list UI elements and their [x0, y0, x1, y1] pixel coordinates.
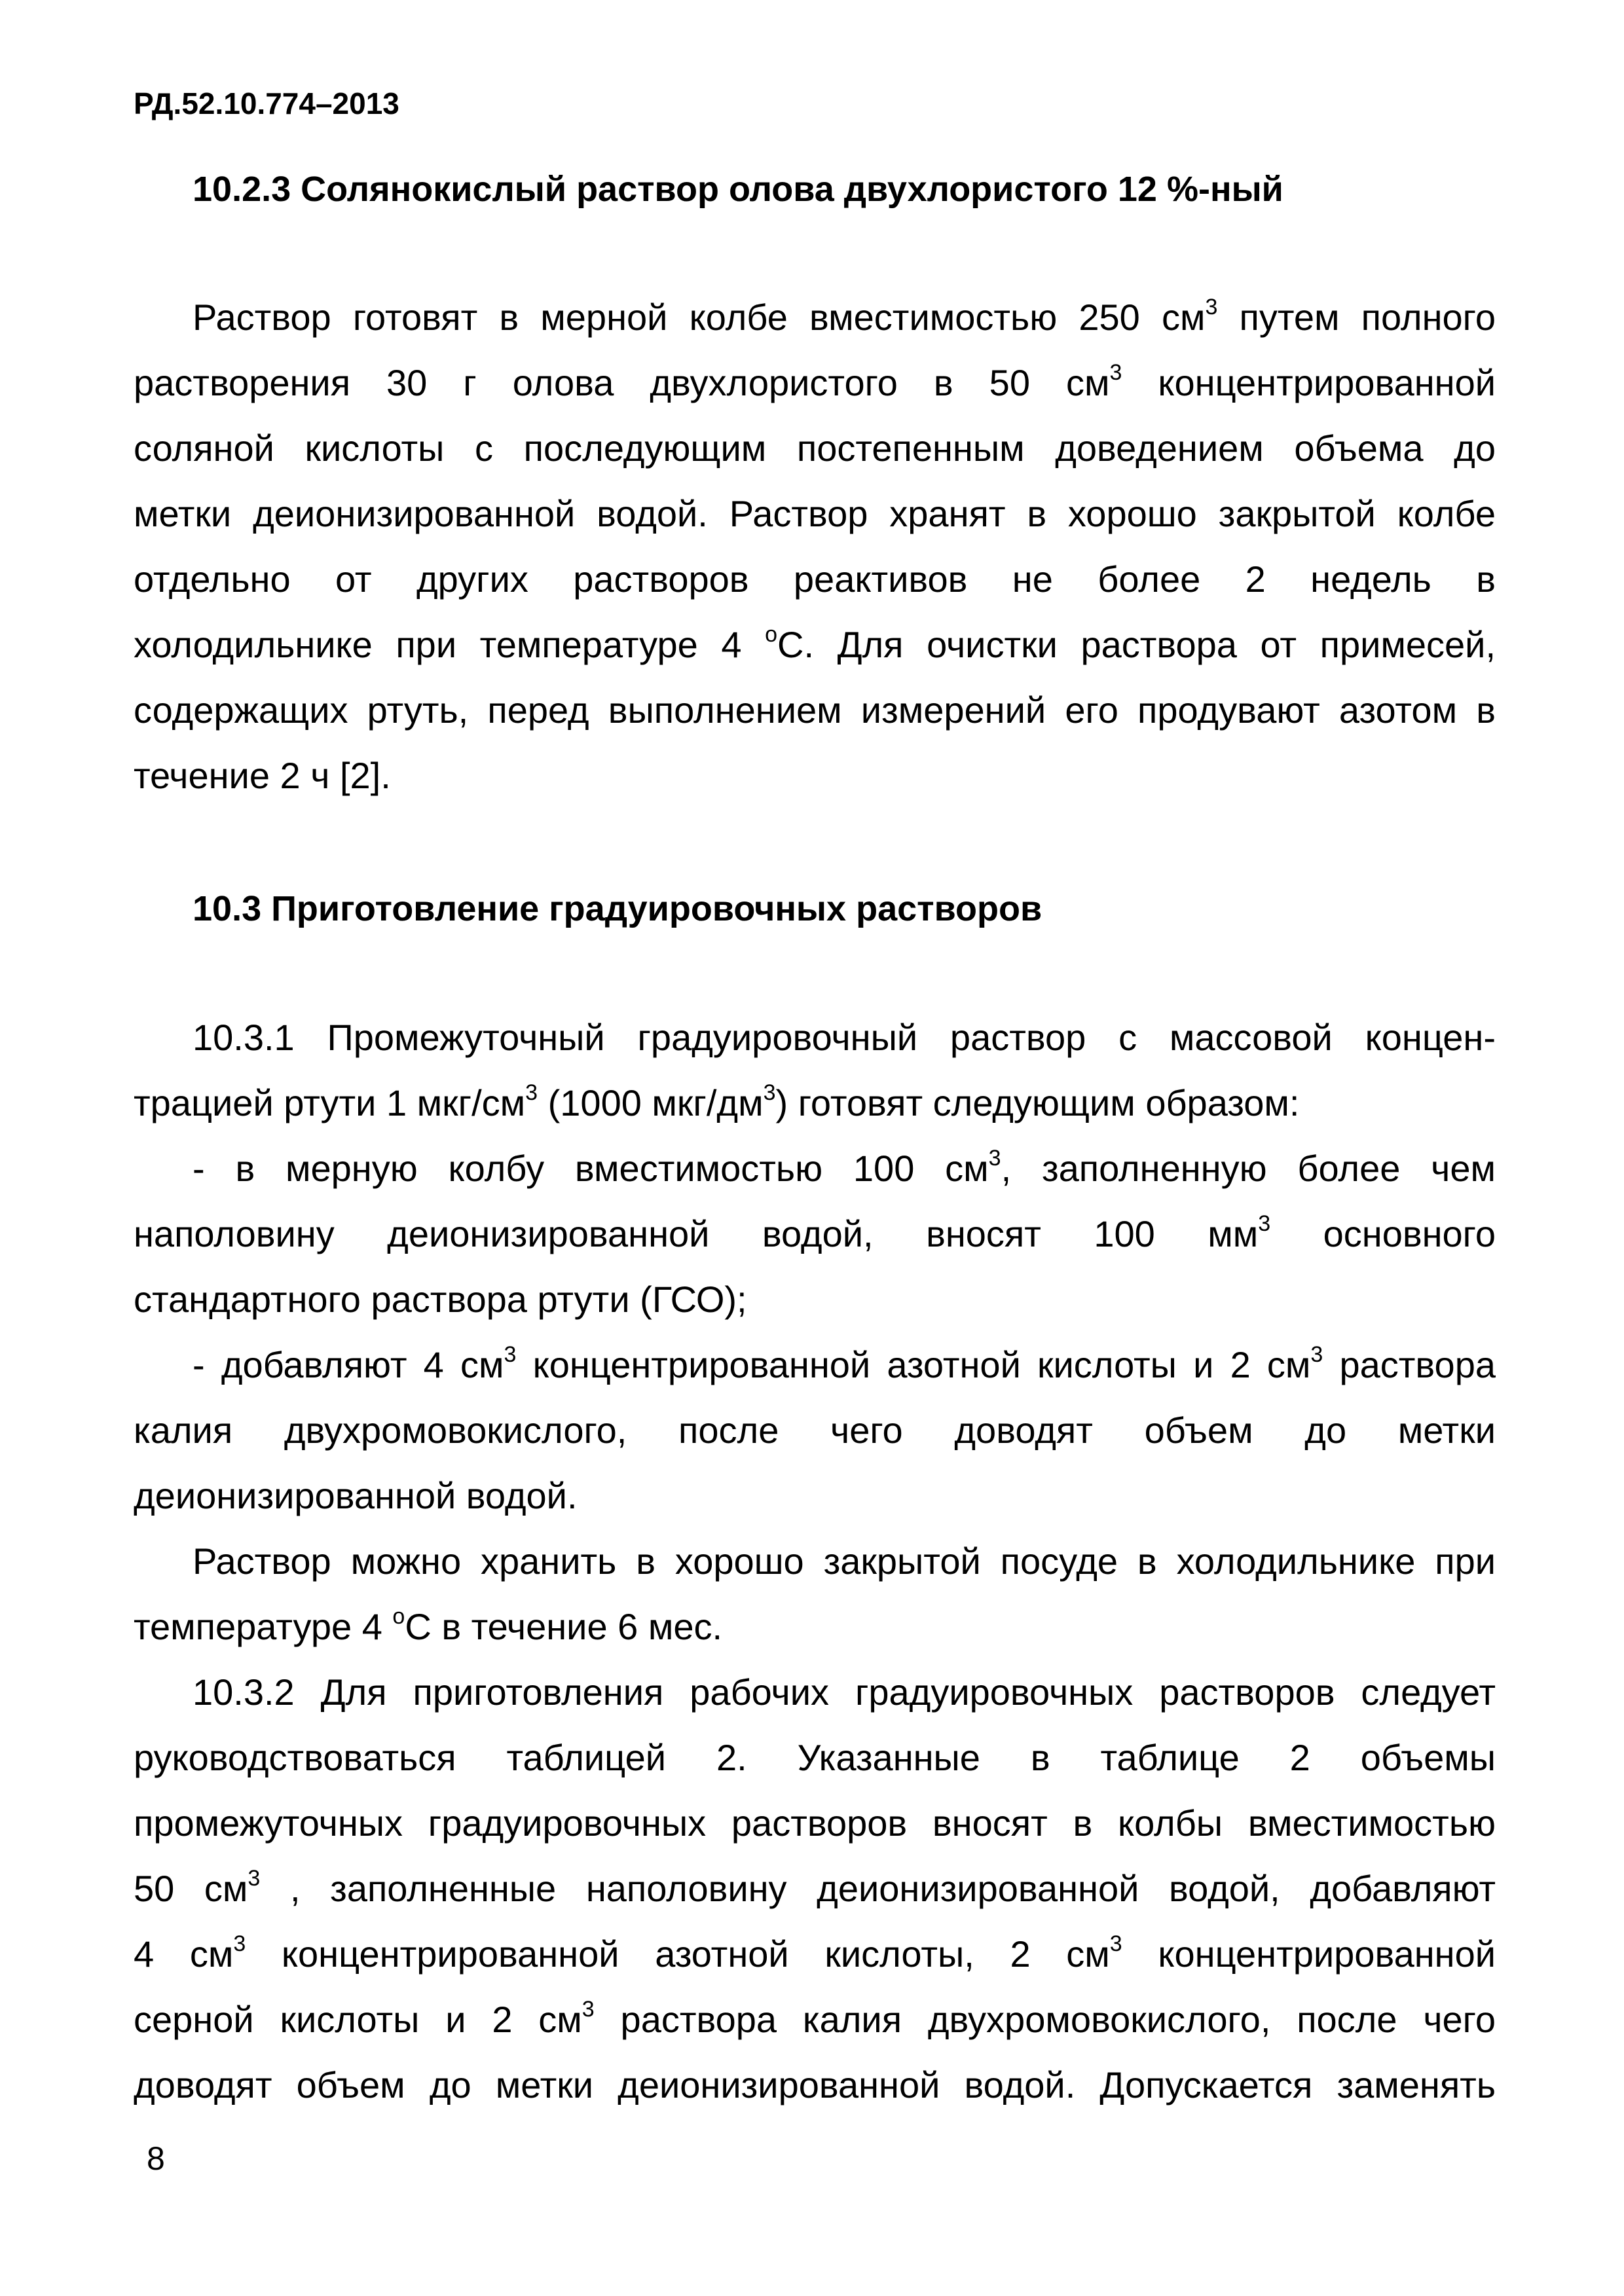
superscript-3: 3: [1258, 1211, 1271, 1236]
superscript-3: 3: [581, 1997, 595, 2022]
text-line: температуре 4 $^o$С в течение 6 мес.: [134, 1604, 723, 1647]
text-line: - добавляют 4 $см^3$ концентрированной азотной кислоты и 2 $см^3$ раствора: [193, 1342, 1496, 1385]
section-heading-10-2-3: 10.2.3 Солянокислый раствор олова двухлористого 12 %-ный: [193, 170, 1283, 209]
text-line: Раствор готовят в мерной колбе вместимостью 250 $см^3$ путем полного: [193, 295, 1496, 338]
degree-sign: o: [765, 622, 778, 647]
text-line: 50 $см^3$ , заполненные наполовину деионизированной водой, добавляют: [134, 1866, 1496, 1909]
superscript-3: 3: [1109, 360, 1122, 385]
superscript-3: 3: [504, 1342, 517, 1367]
text-line: промежуточных градуировочных растворов вносят в колбы вместимостью: [134, 1802, 1496, 1844]
superscript-3: 3: [233, 1931, 246, 1956]
text-line: - в мерную колбу вместимостью 100 $см^3$, заполненную более чем: [193, 1146, 1496, 1189]
text-line: калия двухромовокислого, после чего доводят объем до метки: [134, 1410, 1496, 1451]
text-line: растворения 30 г олова двухлористого в 50 $см^3$ концентрированной: [134, 360, 1496, 403]
text-line: трацией ртути 1 мкг/$см^3$ (1000 мкг/$дм^3$) готовят следующим образом:: [134, 1080, 1300, 1123]
text-line: руководствоваться таблицей 2. Указанные в таблице 2 объемы: [134, 1737, 1496, 1778]
text-line: доводят объем до метки деионизированной водой. Допускается заменять: [134, 2064, 1496, 2105]
section-heading-10-3: 10.3 Приготовление градуировочных растворов: [193, 889, 1043, 928]
text-line: Раствор можно хранить в хорошо закрытой посуде в холодильнике при: [193, 1540, 1496, 1582]
superscript-3: 3: [1310, 1342, 1323, 1367]
text-line: стандартного раствора ртути (ГСО);: [134, 1279, 747, 1320]
text-line: 4 $см^3$ концентрированной азотной кислоты, 2 $см^3$ концентрированной: [134, 1931, 1496, 1975]
superscript-3: 3: [1109, 1931, 1122, 1956]
text-line: отдельно от других растворов реактивов не более 2 недель в: [134, 558, 1496, 600]
text-line: наполовину деионизированной водой, вносят 100 $мм^3$ основного: [134, 1211, 1496, 1254]
text-line: деионизированной водой.: [134, 1475, 578, 1516]
text-line: холодильнике при температуре 4 $^o$С. Для очистки раствора от примесей,: [134, 622, 1496, 665]
superscript-3: 3: [988, 1146, 1001, 1171]
text-line: течение 2 ч [2].: [134, 755, 391, 796]
superscript-3: 3: [763, 1080, 776, 1105]
text-line: метки деионизированной водой. Раствор хранят в хорошо закрытой колбе: [134, 493, 1496, 534]
text-line: серной кислоты и 2 $см^3$ раствора калия двухромовокислого, после чего: [134, 1997, 1496, 2040]
text-line: 10.3.2 Для приготовления рабочих градуировочных растворов следует: [193, 1671, 1496, 1713]
degree-sign: o: [392, 1604, 405, 1629]
superscript-3: 3: [525, 1080, 538, 1105]
superscript-3: 3: [248, 1866, 261, 1891]
text-line: содержащих ртуть, перед выполнением измерений его продувают азотом в: [134, 689, 1496, 731]
text-line: 10.3.1 Промежуточный градуировочный раствор с массовой концен-: [193, 1017, 1496, 1058]
superscript-3: 3: [1205, 295, 1218, 319]
text-line: соляной кислоты с последующим постепенным доведением объема до: [134, 428, 1496, 469]
document-code: РД.52.10.774–2013: [134, 86, 399, 120]
page-number: 8: [147, 2140, 165, 2177]
